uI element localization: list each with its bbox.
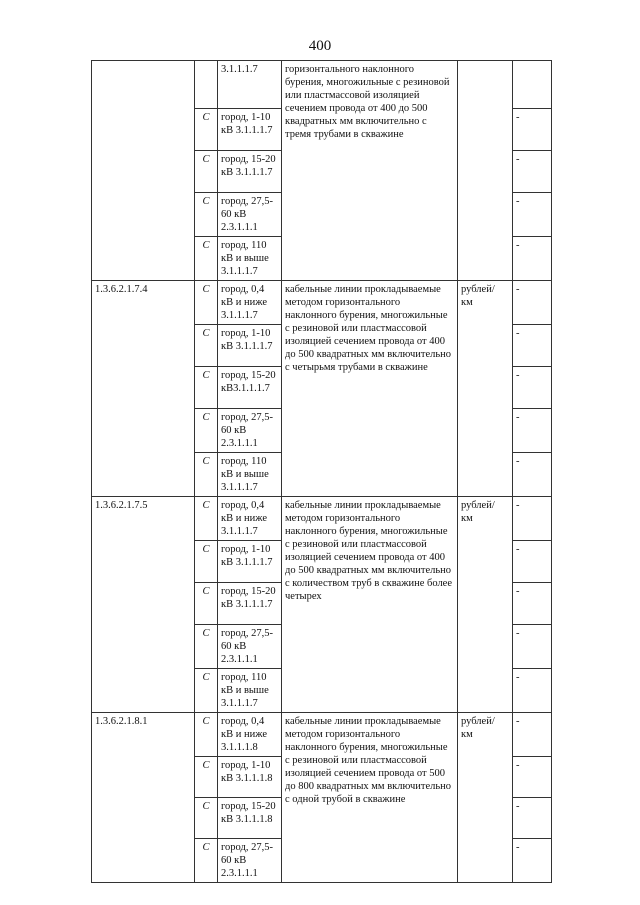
value-cell: -: [513, 669, 552, 713]
value-cell: -: [513, 109, 552, 151]
rates-table: [91, 60, 552, 883]
category-mark: С: [195, 109, 218, 151]
category-mark: С: [195, 409, 218, 453]
unit-cell: рублей/ км: [458, 713, 513, 883]
category-mark: С: [195, 713, 218, 757]
value-cell: -: [513, 839, 552, 883]
category-mark: С: [195, 669, 218, 713]
condition-cell: город, 15-20 кВ 3.1.1.1.7: [218, 583, 282, 625]
item-code: [92, 61, 195, 281]
condition-cell: город, 0,4 кВ и ниже 3.1.1.1.8: [218, 713, 282, 757]
category-mark: С: [195, 325, 218, 367]
condition-cell: город, 1-10 кВ 3.1.1.1.7: [218, 109, 282, 151]
condition-cell: город, 1-10 кВ 3.1.1.1.7: [218, 325, 282, 367]
category-mark: С: [195, 541, 218, 583]
condition-cell: город, 27,5-60 кВ 2.3.1.1.1: [218, 839, 282, 883]
description-cell: горизонтального наклонного бурения, многожильные с резиновой или пластмассовой изоляцией сечением провода от 400 до 500 квадратных мм включительно с тремя трубами в скважине: [282, 61, 458, 281]
value-cell: -: [513, 625, 552, 669]
unit-cell: [458, 61, 513, 281]
value-cell: -: [513, 798, 552, 839]
condition-cell: город, 110 кВ и выше 3.1.1.1.7: [218, 453, 282, 497]
category-mark: С: [195, 237, 218, 281]
condition-cell: город, 0,4 кВ и ниже 3.1.1.1.7: [218, 497, 282, 541]
category-mark: [195, 61, 218, 109]
value-cell: -: [513, 541, 552, 583]
category-mark: С: [195, 839, 218, 883]
category-mark: С: [195, 453, 218, 497]
value-cell: -: [513, 281, 552, 325]
unit-cell: рублей/ км: [458, 497, 513, 713]
page-number: 400: [308, 38, 332, 54]
value-cell: -: [513, 151, 552, 193]
value-cell: -: [513, 237, 552, 281]
description-cell: кабельные линии прокладываемые методом горизонтального наклонного бурения, многожильные с резиновой или пластмассовой изоляцией сечением провода от 500 до 800 квадратных мм включительно с одной трубой в скважине: [282, 713, 458, 883]
category-mark: С: [195, 497, 218, 541]
table-row: [92, 713, 552, 757]
category-mark: С: [195, 151, 218, 193]
value-cell: -: [513, 757, 552, 798]
category-mark: С: [195, 367, 218, 409]
value-cell: -: [513, 583, 552, 625]
condition-cell: город, 1-10 кВ 3.1.1.1.7: [218, 541, 282, 583]
condition-cell: город, 27,5-60 кВ 2.3.1.1.1: [218, 193, 282, 237]
item-code: 1.3.6.2.1.7.4: [92, 281, 195, 497]
condition-cell: город, 27,5-60 кВ 2.3.1.1.1: [218, 409, 282, 453]
category-mark: С: [195, 798, 218, 839]
condition-cell: город, 15-20 кВ 3.1.1.1.7: [218, 151, 282, 193]
unit-cell: рублей/ км: [458, 281, 513, 497]
table-row: [92, 61, 552, 109]
item-code: 1.3.6.2.1.8.1: [92, 713, 195, 883]
value-cell: -: [513, 497, 552, 541]
condition-cell: город, 110 кВ и выше 3.1.1.1.7: [218, 237, 282, 281]
category-mark: С: [195, 757, 218, 798]
value-cell: -: [513, 325, 552, 367]
description-cell: кабельные линии прокладываемые методом горизонтального наклонного бурения, многожильные с резиновой или пластмассовой изоляцией сечением провода от 400 до 500 квадратных мм включительно с количеством труб в скважине более четырех: [282, 497, 458, 713]
table-row: [92, 497, 552, 541]
value-cell: [513, 61, 552, 109]
table-row: [92, 281, 552, 325]
condition-cell: город, 0,4 кВ и ниже 3.1.1.1.7: [218, 281, 282, 325]
category-mark: С: [195, 193, 218, 237]
table-body: [92, 61, 552, 883]
condition-cell: город, 15-20 кВ3.1.1.1.7: [218, 367, 282, 409]
condition-cell: 3.1.1.1.7: [218, 61, 282, 109]
category-mark: С: [195, 625, 218, 669]
value-cell: -: [513, 193, 552, 237]
value-cell: -: [513, 409, 552, 453]
condition-cell: город, 15-20 кВ 3.1.1.1.8: [218, 798, 282, 839]
value-cell: -: [513, 367, 552, 409]
category-mark: С: [195, 583, 218, 625]
condition-cell: город, 1-10 кВ 3.1.1.1.8: [218, 757, 282, 798]
category-mark: С: [195, 281, 218, 325]
value-cell: -: [513, 453, 552, 497]
description-cell: кабельные линии прокладываемые методом горизонтального наклонного бурения, многожильные с резиновой или пластмассовой изоляцией сечением провода от 400 до 500 квадратных мм включительно с четырьмя трубами в скважине: [282, 281, 458, 497]
item-code: 1.3.6.2.1.7.5: [92, 497, 195, 713]
condition-cell: город, 110 кВ и выше 3.1.1.1.7: [218, 669, 282, 713]
condition-cell: город, 27,5-60 кВ 2.3.1.1.1: [218, 625, 282, 669]
value-cell: -: [513, 713, 552, 757]
